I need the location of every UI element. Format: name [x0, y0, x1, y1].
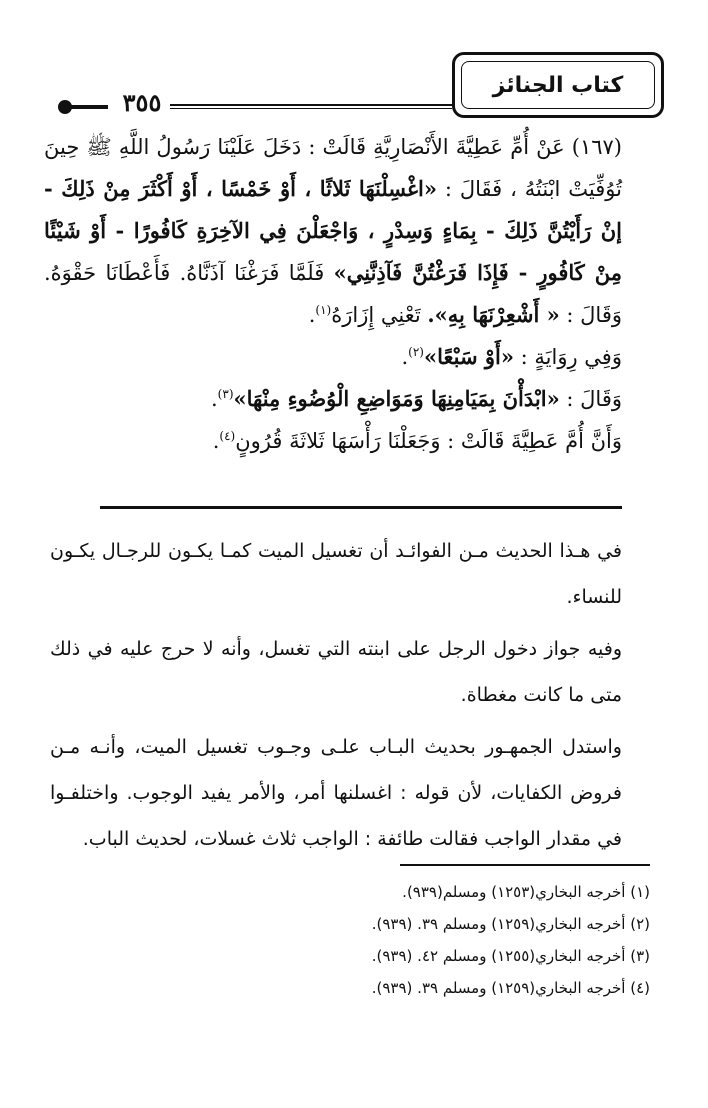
header-rule-thin	[170, 108, 452, 109]
hadith-continuation: فَلَمَّا فَرَغْنَا آذَنَّاهُ. فَأَعْطَانَا حَقْوَهُ. وَقَالَ :	[44, 261, 622, 327]
last-text: وَأَنَّ أُمَّ عَطِيَّةَ قَالَتْ : وَجَعَلْنَا رَأْسَهَا ثَلاثَةَ قُرُونٍ	[235, 429, 622, 453]
chapter-title-frame	[461, 61, 655, 109]
header-rule	[170, 104, 452, 106]
ornament-dot	[58, 100, 72, 114]
qal-line: وَقَالَ : «ابْدَأْنَ بِمَيَامِنِهَا وَمَوَاضِعِ الْوُضُوءِ مِنْهَا»$^{(٣)}$.	[210, 386, 622, 411]
hadith-main: (١٦٧) عَنْ أُمِّ عَطِيَّةَ الأَنْصَارِيَّةِ قَالَتْ : دَخَلَ عَلَيْنَا رَسُولُ اللَّهِ ﷺ حِينَ تُوُفِّيَتْ ابْنَتُهُ ، فَقَالَ :	[44, 135, 622, 201]
hadith-text	[44, 126, 622, 462]
riwaya-quote: «أَوْ سَبْعًا»	[423, 344, 514, 369]
commentary-paragraph-1: في هـذا الحديث مـن الفوائـد أن تغسيل الميت كمـا يكـون للرجـال يكـون للنساء.	[50, 540, 622, 608]
hadith-ending: تَعْنِي إِزَارَهُ	[331, 303, 421, 327]
footnote-marker-1: (١)	[315, 303, 332, 317]
chapter-title: كتاب الجنائز	[492, 72, 624, 98]
riwaya-prefix: وَفِي رِوَايَةٍ :	[520, 345, 622, 369]
ornament-bar	[68, 105, 108, 109]
footnote-1: (١) أخرجه البخاري(١٢٥٣) ومسلم(٩٣٩).	[402, 883, 650, 901]
footnote-marker-2: (٢)	[408, 345, 424, 359]
footnote-4: (٤) أخرجه البخاري(١٢٥٩) ومسلم ٣٩. (٩٣٩).	[371, 979, 650, 997]
commentary-paragraph-3: واستدل الجمهـور بحديث البـاب علـى وجـوب تغسيل الميت، وأنـه مـن فروض الكفايات، لأن قوله : اغسلنها أمر، والأمر يفيد الوجوب. واختلفـوا في مقدار الواجب فقالت طائفة : الواجب ثلاث غسلات، لحديث الباب.	[50, 736, 622, 850]
hadith-quote-2: « أَشْعِرْنَهَا بِهِ».	[427, 302, 560, 327]
qal-quote: «ابْدَأْنَ بِمَيَامِنِهَا وَمَوَاضِعِ الْوُضُوءِ مِنْهَا»	[233, 386, 560, 411]
footnote-marker-3: (٣)	[217, 387, 234, 401]
qal-prefix: وَقَالَ :	[566, 387, 622, 411]
chapter-title-box	[452, 52, 664, 118]
hadith-paragraph: (١٦٧) عَنْ أُمِّ عَطِيَّةَ الأَنْصَارِيَّةِ قَالَتْ : دَخَلَ عَلَيْنَا رَسُولُ اللَّهِ ﷺ حِينَ تُوُفِّيَتْ ابْنَتُهُ ، فَقَالَ : «اغْسِلْنَهَا ثَلاثًا ، أَوْ خَمْسًا ، أَوْ أَكْثَرَ مِنْ ذَلِكَ - إنْ رَأَيْتُنَّ ذَلِكَ - بِمَاءٍ وَسِدْرٍ ، وَاجْعَلْنَ فِي الآخِرَةِ كَافُورًا - أَوْ شَيْئًا مِنْ كَافُورٍ - فَإِذَا فَرَغْتُنَّ فَآذِنَّنِي» فَلَمَّا فَرَغْنَا آذَنَّاهُ. فَأَعْطَانَا حَقْوَهُ. وَقَالَ : « أَشْعِرْنَهَا بِهِ». تَعْنِي إِزَارَهُ$^{(١)}$.	[44, 135, 622, 327]
footnote-marker-4: (٤)	[219, 429, 236, 443]
last-line: وَأَنَّ أُمَّ عَطِيَّةَ قَالَتْ : وَجَعَلْنَا رَأْسَهَا ثَلاثَةَ قُرُونٍ$^{(٤)}$.	[212, 429, 622, 453]
page-number: ٣٥٥	[122, 88, 162, 117]
commentary-paragraph-2: وفيه جواز دخول الرجل على ابنته التي تغسل، وأنه لا حرج عليه في ذلك متى ما كانت مغطاة.	[50, 638, 622, 706]
footnotes	[80, 876, 650, 1004]
hadith-separator	[100, 506, 622, 509]
riwaya-line: وَفِي رِوَايَةٍ : «أَوْ سَبْعًا»$^{(٢)}$.	[401, 344, 622, 369]
hadith-quote: «اغْسِلْنَهَا ثَلاثًا ، أَوْ خَمْسًا ، أَوْ أَكْثَرَ مِنْ ذَلِكَ - إنْ رَأَيْتُنَّ ذَلِكَ - بِمَاءٍ وَسِدْرٍ ، وَاجْعَلْنَ فِي الآخِرَةِ كَافُورًا - أَوْ شَيْئًا مِنْ كَافُورٍ - فَإِذَا فَرَغْتُنَّ فَآذِنَّنِي»	[44, 176, 622, 285]
footnote-3: (٣) أخرجه البخاري(١٢٥٥) ومسلم ٤٢. (٩٣٩).	[371, 947, 650, 965]
footnote-separator	[400, 864, 650, 866]
commentary-text	[50, 528, 622, 868]
footnote-2: (٢) أخرجه البخاري(١٢٥٩) ومسلم ٣٩. (٩٣٩).	[371, 915, 650, 933]
page-number-ornament	[58, 100, 108, 114]
